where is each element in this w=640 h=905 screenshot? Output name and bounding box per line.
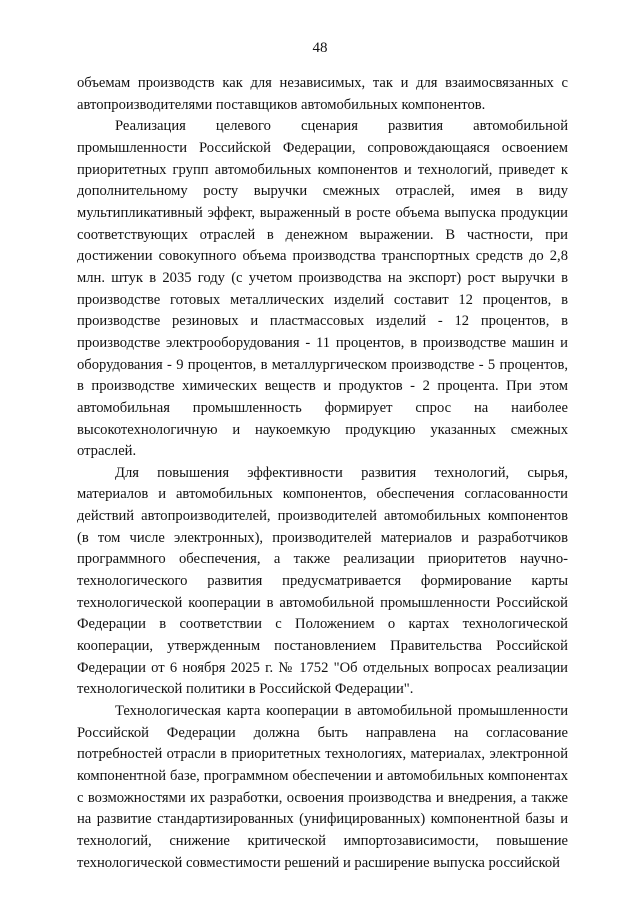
page-number: 48 — [312, 40, 328, 56]
document-body — [77, 73, 568, 874]
paragraph-technology-map: Технологическая карта кооперации в автомобильной промышленности Российской Федерации должна быть направлена на согласование потребностей отрасли в приоритетных технологиях, материалах, электронной компонентной базе, программном обеспечении и автомобильных компонентах с возможностями их разработки, освоения производства и внедрения, а также на развитие стандартизированных (унифицированных) компонентной базы и технологий, снижение критической импортозависимости, повышение технологической совместимости решений и расширение выпуска российской — [77, 703, 568, 871]
paragraph-target-scenario: Реализация целевого сценария развития автомобильной промышленности Российской Федерации, сопровождающаяся освоением приоритетных групп автомобильных компонентов и технологий, приведет к дополнительному росту выручки смежных отраслей, имея в виду мультипликативный эффект, выраженный в росте объема выпуска продукции соответствующих отраслей в денежном выражении. В частности, при достижении совокупного объема производства транспортных средств до 2,8 млн. штук в 2035 году (с учетом производства на экспорт) рост выручки в производстве готовых металлических изделий составит 12 процентов, в производстве резиновых и пластмассовых изделий - 12 процентов, в производстве электрооборудования - 11 процентов, в производстве машин и оборудования - 9 процентов, в металлургическом производстве - 5 процентов, в производстве химических веществ и продуктов - 2 процента. При этом автомобильная промышленность формирует спрос на наиболее высокотехнологичную и наукоемкую продукцию указанных смежных отраслей. — [77, 118, 568, 460]
paragraph-cooperation-map: Для повышения эффективности развития технологий, сырья, материалов и автомобильных компонентов, обеспечения согласованности действий автопроизводителей, производителей автомобильных компонентов (в том числе электронных), производителей материалов и разработчиков программного обеспечения, а также реализации приоритетов научно-технологического развития предусматривается формирование карты технологической кооперации в автомобильной промышленности Российской Федерации в соответствии с Положением о картах технологической кооперации, утвержденным постановлением Правительства Российской Федерации от 6 ноября 2025 г. № 1752 "Об отдельных вопросах реализации технологической политики в Российской Федерации". — [77, 464, 568, 698]
paragraph-continuation: объемам производств как для независимых, так и для взаимосвязанных с автопроизводителями поставщиков автомобильных компонентов. — [77, 75, 568, 113]
